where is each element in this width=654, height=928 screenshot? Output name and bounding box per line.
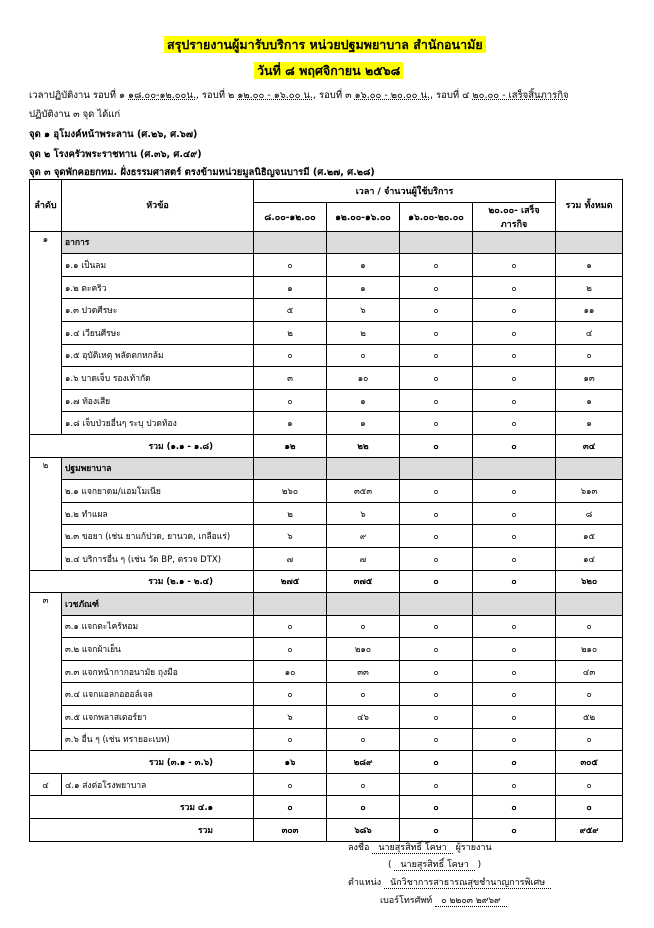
table-row (30, 660, 623, 683)
cell-time-1: ๒ (254, 321, 327, 344)
grand-time-2: ๖๘๖ (327, 819, 400, 842)
subtotal-row (30, 434, 623, 457)
col-header-time-group: เวลา / จำนวนผู้ใช้บริการ (254, 180, 556, 203)
subtotal-time-4: ๐ (473, 751, 556, 774)
grand-total: ๙๕๙ (556, 819, 623, 842)
cell-time-2: ๒ (327, 321, 400, 344)
cell-time-3: ๐ (400, 412, 473, 435)
row-label: ๑.๔ เวียนศีรษะ (62, 321, 254, 344)
cell-time-2: ๐ (327, 683, 400, 706)
signer-position: ตำแหน่ง นักวิชาการสาธารณสุขชำนาญการพิเศษ (348, 875, 551, 889)
cell-time-2: ๐ (327, 615, 400, 638)
report-table (29, 179, 623, 842)
subtotal-label: รวม (๓.๑ - ๓.๖) (30, 751, 254, 774)
grand-time-4: ๐ (473, 819, 556, 842)
cell-time-3: ๐ (400, 480, 473, 503)
cell-time-1: ๑ (254, 412, 327, 435)
subtotal-total: ๓๔ (556, 434, 623, 457)
table-row (30, 683, 623, 706)
col-header-time-1: ๘.๐๐-๑๒.๐๐ (254, 202, 327, 231)
subtotal-time-3: ๐ (400, 796, 473, 819)
table-row (30, 547, 623, 570)
section-name: เวชภัณฑ์ (62, 593, 254, 616)
cell-time-1: ๑ (254, 276, 327, 299)
subtotal-time-2: ๒๘๙ (327, 751, 400, 774)
cell-time-3: ๐ (400, 502, 473, 525)
cell-time-1: ๐ (254, 254, 327, 277)
table-row (30, 412, 623, 435)
subtotal-time-1: ๑๒ (254, 434, 327, 457)
cell-time-3: ๐ (400, 389, 473, 412)
subtotal-time-1: ๐ (254, 796, 327, 819)
table-row (30, 706, 623, 729)
cell-total: ๑๑ (556, 299, 623, 322)
cell-time-3: ๐ (400, 638, 473, 661)
cell-total: ๑๕ (556, 525, 623, 548)
cell-time-3: ๐ (400, 344, 473, 367)
cell-time-4: ๐ (473, 547, 556, 570)
table-row (30, 480, 623, 503)
cell-time-3: ๐ (400, 276, 473, 299)
section-header-row (30, 231, 623, 254)
cell-time-2: ๑ (327, 254, 400, 277)
section-no: ๒ (30, 457, 62, 570)
cell-total: ๐ (556, 728, 623, 751)
cell-time-3: ๐ (400, 367, 473, 390)
row-label: ๑.๑ เป็นลม (62, 254, 254, 277)
cell-time-2: ๙ (327, 525, 400, 548)
subtotal-total: ๖๒๐ (556, 570, 623, 593)
cell-time-1: ๒๖๐ (254, 480, 327, 503)
table-row (30, 367, 623, 390)
subtotal-row-section-4 (30, 796, 623, 819)
cell-time-4: ๐ (473, 254, 556, 277)
point-1: จุด ๑ อุโมงค์หน้าพระลาน (ศ.๒๖, ศ.๖๗) (29, 129, 198, 140)
subtotal-time-1: ๒๗๕ (254, 570, 327, 593)
grand-time-3: ๐ (400, 819, 473, 842)
shift-times: เวลาปฏิบัติงาน รอบที่ ๑ ๑๘.๐๐-๑๒.๐๐น., รอบที่ ๒ ๑๒.๐๐ - ๑๖.๐๐ น., รอบที่ ๓ ๑๖.๐๐ - ๒๐.๐๐ น., รอบที่ ๔ ๒๐.๐๐ - เสร็จสิ้นภารกิจ (29, 90, 569, 101)
cell-total: ๒ (556, 276, 623, 299)
cell-time-4: ๐ (473, 660, 556, 683)
cell-time-2: ๔๖ (327, 706, 400, 729)
cell-time-3: ๐ (400, 615, 473, 638)
col-header-total: รวม ทั้งหมด (556, 180, 623, 232)
cell-total: ๐ (556, 615, 623, 638)
section-no: ๑ (30, 231, 62, 434)
cell-time-4: ๐ (473, 367, 556, 390)
subtotal-total: ๓๐๕ (556, 751, 623, 774)
cell-time-1: ๑๐ (254, 660, 327, 683)
signer-name: นายสุรสิทธิ์ โคษา (372, 843, 452, 854)
table-row (30, 525, 623, 548)
subtotal-time-2: ๓๗๕ (327, 570, 400, 593)
cell-total: ๑๓ (556, 367, 623, 390)
row-label: ๓.๒ แจกผ้าเย็น (62, 638, 254, 661)
col-header-no: ลำดับ (30, 180, 62, 232)
table-row (30, 728, 623, 751)
cell-time-2: ๖ (327, 299, 400, 322)
cell-total: ๐ (556, 683, 623, 706)
table-row (30, 502, 623, 525)
cell-time-2: ๒๑๐ (327, 638, 400, 661)
cell-time-1: ๐ (254, 389, 327, 412)
cell-time-4: ๐ (473, 615, 556, 638)
subtotal-time-1: ๑๖ (254, 751, 327, 774)
cell-time-1: ๕ (254, 299, 327, 322)
section-header-row (30, 457, 623, 480)
row-label: ๑.๒ ตะคริว (62, 276, 254, 299)
cell-total: ๔ (556, 321, 623, 344)
row-label: ๒.๔ บริการอื่น ๆ (เช่น วัด BP, ตรวจ DTX) (62, 547, 254, 570)
section-header-row (30, 593, 623, 616)
cell-time-4: ๐ (473, 502, 556, 525)
table-row (30, 321, 623, 344)
cell-time-4: ๐ (473, 773, 556, 796)
cell-time-4: ๐ (473, 728, 556, 751)
cell-time-1: ๐ (254, 773, 327, 796)
cell-time-1: ๐ (254, 638, 327, 661)
cell-time-2: ๓๕๓ (327, 480, 400, 503)
cell-time-3: ๐ (400, 547, 473, 570)
row-label: ๓.๓ แจกหน้ากากอนามัย ถุงมือ (62, 660, 254, 683)
subtotal-time-4: ๐ (473, 570, 556, 593)
subtotal-total: ๐ (556, 796, 623, 819)
section-no: ๔ (30, 773, 62, 796)
cell-total: ๖๑๓ (556, 480, 623, 503)
section-name: ปฐมพยาบาล (62, 457, 254, 480)
signer-name-paren: ( นายสุรสิทธิ์ โคษา ) (388, 860, 482, 870)
cell-time-3: ๐ (400, 773, 473, 796)
point-3: จุด ๓ จุดพักคอยกทม. ฝั่งธรรมศาสตร์ ตรงข้ามหน่วยมูลนิธิญจนบารมี (ศ.๒๗, ศ.๒๘) (29, 167, 375, 178)
report-title: สรุปรายงานผู้มารับบริการ หน่วยปฐมพยาบาล สำนักอนามัย (164, 34, 486, 55)
points-summary: ปฏิบัติงาน ๓ จุด ได้แก่ (29, 109, 121, 120)
cell-time-1: ๒ (254, 502, 327, 525)
cell-time-2: ๑ (327, 276, 400, 299)
grand-total-label: รวม (30, 819, 254, 842)
row-label: ๓.๔ แจกแอลกอฮอล์เจล (62, 683, 254, 706)
report-date: วันที่ ๘ พฤศจิกายน ๒๕๖๘ (254, 60, 403, 81)
cell-time-4: ๐ (473, 480, 556, 503)
cell-time-3: ๐ (400, 525, 473, 548)
signer-phone: เบอร์โทรศัพท์ ๐ ๒๒๐๓ ๒๙๖๙ (380, 893, 507, 907)
table-row (30, 254, 623, 277)
subtotal-time-3: ๐ (400, 570, 473, 593)
row-label: ๓.๑ แจกตะไคร้หอม (62, 615, 254, 638)
cell-time-3: ๐ (400, 254, 473, 277)
subtotal-time-4: ๐ (473, 796, 556, 819)
signature-line: ลงชื่อ นายสุรสิทธิ์ โคษา ผู้รายงาน (348, 843, 492, 853)
subtotal-row (30, 570, 623, 593)
cell-time-4: ๐ (473, 525, 556, 548)
cell-total: ๑๔ (556, 547, 623, 570)
section-no: ๓ (30, 593, 62, 751)
cell-time-4: ๐ (473, 344, 556, 367)
cell-time-1: ๓ (254, 367, 327, 390)
row-label: ๑.๕ อุบัติเหตุ พลัดตกหกล้ม (62, 344, 254, 367)
cell-time-2: ๐ (327, 728, 400, 751)
cell-total: ๔๓ (556, 660, 623, 683)
point-2: จุด ๒ โรงครัวพระราชทาน (ศ.๓๖, ศ.๔๙) (29, 149, 202, 160)
grand-time-1: ๓๐๓ (254, 819, 327, 842)
table-row (30, 389, 623, 412)
row-label: ๒.๑ แจกยาดม/แอมโมเนีย (62, 480, 254, 503)
table-row (30, 299, 623, 322)
cell-time-4: ๐ (473, 299, 556, 322)
cell-time-4: ๐ (473, 276, 556, 299)
row-label: ๑.๗ ท้องเสีย (62, 389, 254, 412)
cell-time-4: ๐ (473, 389, 556, 412)
cell-total: ๕๒ (556, 706, 623, 729)
cell-total: ๒๑๐ (556, 638, 623, 661)
subtotal-time-2: ๒๒ (327, 434, 400, 457)
table-row (30, 638, 623, 661)
cell-time-1: ๖ (254, 706, 327, 729)
table-row-section-4 (30, 773, 623, 796)
cell-total: ๐ (556, 344, 623, 367)
subtotal-row (30, 751, 623, 774)
subtotal-time-2: ๐ (327, 796, 400, 819)
cell-total: ๑ (556, 412, 623, 435)
section-name: อาการ (62, 231, 254, 254)
cell-total: ๑ (556, 254, 623, 277)
cell-total: ๐ (556, 773, 623, 796)
cell-time-3: ๐ (400, 660, 473, 683)
col-header-topic: หัวข้อ (62, 180, 254, 232)
cell-time-4: ๐ (473, 706, 556, 729)
cell-time-3: ๐ (400, 728, 473, 751)
cell-time-4: ๐ (473, 638, 556, 661)
row-label: ๓.๕ แจกพลาสเตอร์ยา (62, 706, 254, 729)
cell-time-2: ๓๓ (327, 660, 400, 683)
subtotal-time-4: ๐ (473, 434, 556, 457)
row-label: ๒.๓ ขอยา (เช่น ยาแก้ปวด, ยานวด, เกลือแร่) (62, 525, 254, 548)
cell-time-1: ๐ (254, 344, 327, 367)
cell-time-2: ๑ (327, 389, 400, 412)
table-row (30, 344, 623, 367)
cell-time-2: ๐ (327, 773, 400, 796)
table-row (30, 276, 623, 299)
subtotal-time-3: ๐ (400, 751, 473, 774)
grand-total-row (30, 819, 623, 842)
cell-time-4: ๐ (473, 412, 556, 435)
row-label: ๒.๒ ทำแผล (62, 502, 254, 525)
subtotal-label: รวม ๔.๑ (30, 796, 254, 819)
col-header-time-4: ๒๐.๐๐- เสร็จภารกิจ (473, 202, 556, 231)
row-label: ๑.๓ ปวดศีรษะ (62, 299, 254, 322)
cell-time-3: ๐ (400, 299, 473, 322)
cell-time-4: ๐ (473, 321, 556, 344)
cell-time-2: ๖ (327, 502, 400, 525)
cell-time-2: ๑๐ (327, 367, 400, 390)
cell-time-1: ๐ (254, 683, 327, 706)
cell-time-2: ๗ (327, 547, 400, 570)
row-label: ๑.๖ บาดเจ็บ รองเท้ากัด (62, 367, 254, 390)
subtotal-label: รวม (๑.๑ - ๑.๘) (30, 434, 254, 457)
subtotal-label: รวม (๒.๑ - ๒.๔) (30, 570, 254, 593)
cell-time-1: ๐ (254, 728, 327, 751)
cell-time-1: ๖ (254, 525, 327, 548)
cell-time-1: ๐ (254, 615, 327, 638)
cell-time-1: ๗ (254, 547, 327, 570)
subtotal-time-3: ๐ (400, 434, 473, 457)
cell-time-3: ๐ (400, 321, 473, 344)
row-label: ๔.๑ ส่งต่อโรงพยาบาล (62, 773, 254, 796)
row-label: ๑.๘ เจ็บป่วยอื่นๆ ระบุ ปวดท้อง (62, 412, 254, 435)
cell-time-2: ๑ (327, 412, 400, 435)
cell-time-3: ๐ (400, 706, 473, 729)
cell-time-3: ๐ (400, 683, 473, 706)
col-header-time-3: ๑๖.๐๐-๒๐.๐๐ (400, 202, 473, 231)
row-label: ๓.๖ อื่น ๆ (เช่น ทรายอะเบท) (62, 728, 254, 751)
cell-time-2: ๐ (327, 344, 400, 367)
col-header-time-2: ๑๒.๐๐-๑๖.๐๐ (327, 202, 400, 231)
table-row (30, 615, 623, 638)
cell-time-4: ๐ (473, 683, 556, 706)
cell-total: ๘ (556, 502, 623, 525)
cell-total: ๑ (556, 389, 623, 412)
